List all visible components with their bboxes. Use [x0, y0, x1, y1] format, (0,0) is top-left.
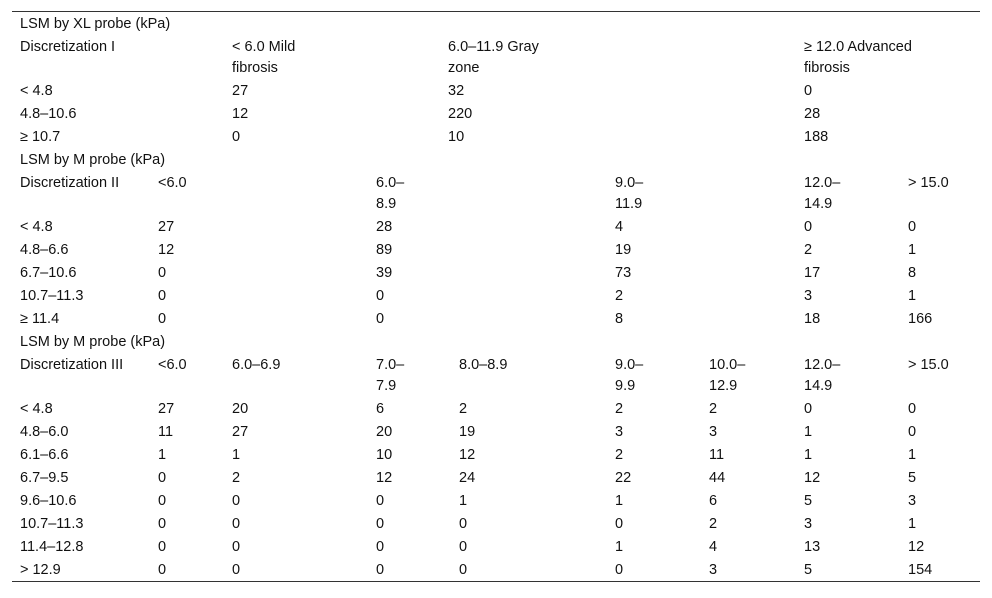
table-row [12, 443, 980, 466]
cell: 6 [709, 493, 718, 509]
table-row [12, 489, 980, 512]
cell: 10 [376, 447, 393, 463]
cell: 1 [908, 288, 917, 304]
table-row [12, 420, 980, 443]
cell: 0 [908, 424, 917, 440]
cell: 0 [908, 401, 917, 417]
cell: 3 [908, 493, 917, 509]
table-row [12, 284, 980, 307]
header-cell: 6.0–8.9 [376, 175, 405, 212]
cell: 0 [804, 401, 813, 417]
cell: 0 [376, 288, 385, 304]
cell: 1 [459, 493, 468, 509]
cell: 12 [158, 242, 175, 258]
cell: 0 [158, 516, 167, 532]
header-cell: < 6.0 Mild fibrosis [232, 39, 296, 76]
cell: 6 [376, 401, 385, 417]
cell: 8 [908, 265, 917, 281]
cell: 0 [615, 516, 624, 532]
cell: 20 [232, 401, 249, 417]
row-label: 6.7–10.6 [20, 265, 77, 281]
cell: 2 [615, 288, 624, 304]
cell: 32 [448, 83, 465, 99]
cell: 188 [804, 129, 829, 145]
cell: 0 [158, 288, 167, 304]
cell: 4 [615, 219, 624, 235]
header-cell: > 15.0 [908, 175, 949, 191]
cell: 0 [158, 265, 167, 281]
header-row [12, 171, 980, 215]
section-title-row [12, 330, 980, 353]
header-cell: <6.0 [158, 175, 187, 191]
cell: 1 [615, 493, 624, 509]
header-cell: 8.0–8.9 [459, 357, 508, 373]
cell: 28 [804, 106, 821, 122]
header-row [12, 353, 980, 397]
header-cell: 12.0–14.9 [804, 357, 841, 394]
cell: 0 [376, 311, 385, 327]
header-cell: 7.0–7.9 [376, 357, 405, 394]
table-row [12, 102, 980, 125]
cell: 0 [459, 562, 468, 578]
cell: 11 [158, 424, 174, 440]
table-row [12, 512, 980, 535]
row-label: > 12.9 [20, 562, 61, 578]
cell: 4 [709, 539, 718, 555]
section-title-row [12, 12, 980, 35]
cell: 3 [804, 516, 813, 532]
header-cell: 12.0–14.9 [804, 175, 841, 212]
cell: 0 [459, 539, 468, 555]
cell: 0 [158, 562, 167, 578]
header-cell: 10.0–12.9 [709, 357, 746, 394]
cell: 12 [459, 447, 476, 463]
cell: 5 [908, 470, 917, 486]
cell: 19 [459, 424, 476, 440]
cell: 3 [709, 424, 718, 440]
table-row [12, 261, 980, 284]
cell: 17 [804, 265, 821, 281]
header-cell: 6.0–6.9 [232, 357, 281, 373]
table-row [12, 307, 980, 330]
row-label: < 4.8 [20, 219, 53, 235]
row-label: 4.8–10.6 [20, 106, 77, 122]
cell: 24 [459, 470, 476, 486]
cell: 166 [908, 311, 933, 327]
cell: 0 [908, 219, 917, 235]
cell: 0 [232, 516, 241, 532]
row-label: 4.8–6.6 [20, 242, 69, 258]
cell: 0 [615, 562, 624, 578]
row-label: 11.4–12.8 [20, 539, 84, 555]
row-label: < 4.8 [20, 83, 53, 99]
cell: 0 [376, 562, 385, 578]
row-label: 6.1–6.6 [20, 447, 69, 463]
cell: 2 [804, 242, 813, 258]
cell: 0 [459, 516, 468, 532]
header-cell: 9.0–9.9 [615, 357, 644, 394]
section-title-row [12, 148, 980, 171]
section-title: LSM by XL probe (kPa) [20, 16, 171, 32]
cell: 12 [376, 470, 393, 486]
row-label: 9.6–10.6 [20, 493, 77, 509]
row-label: 6.7–9.5 [20, 470, 69, 486]
row-label: < 4.8 [20, 401, 53, 417]
cell: 1 [615, 539, 624, 555]
cell: 1 [908, 516, 917, 532]
cell: 3 [615, 424, 624, 440]
cell: 27 [232, 83, 249, 99]
cell: 20 [376, 424, 393, 440]
table-row [12, 397, 980, 420]
cell: 12 [804, 470, 821, 486]
cell: 27 [158, 219, 175, 235]
header-cell: Discretization II [20, 175, 120, 191]
table-row [12, 215, 980, 238]
cell: 2 [459, 401, 468, 417]
cell: 0 [376, 493, 385, 509]
table-row [12, 238, 980, 261]
cell: 2 [709, 516, 718, 532]
header-cell: 6.0–11.9 Gray zone [448, 39, 539, 76]
cell: 10 [448, 129, 465, 145]
cell: 0 [232, 129, 241, 145]
cell: 3 [804, 288, 813, 304]
cell: 73 [615, 265, 632, 281]
cell: 44 [709, 470, 726, 486]
cell: 0 [232, 539, 241, 555]
cell: 1 [232, 447, 241, 463]
cell: 154 [908, 562, 933, 578]
cell: 89 [376, 242, 393, 258]
header-cell: ≥ 12.0 Advanced fibrosis [804, 39, 912, 76]
table-row [12, 125, 980, 148]
cell: 1 [804, 424, 813, 440]
cell: 1 [804, 447, 813, 463]
cell: 28 [376, 219, 393, 235]
cell: 1 [158, 447, 167, 463]
cell: 3 [709, 562, 718, 578]
row-label: 10.7–11.3 [20, 288, 84, 304]
header-cell: Discretization III [20, 357, 124, 373]
header-cell: <6.0 [158, 357, 187, 373]
cell: 12 [908, 539, 925, 555]
cell: 12 [232, 106, 249, 122]
table-row [12, 466, 980, 489]
cell: 11 [709, 447, 725, 463]
cell: 2 [232, 470, 241, 486]
cell: 2 [615, 401, 624, 417]
cell: 0 [376, 516, 385, 532]
contingency-table [12, 11, 980, 582]
header-row [12, 35, 980, 79]
cell: 19 [615, 242, 632, 258]
cell: 5 [804, 562, 813, 578]
header-cell: > 15.0 [908, 357, 949, 373]
section-title: LSM by M probe (kPa) [20, 152, 166, 168]
cell: 27 [232, 424, 249, 440]
cell: 13 [804, 539, 821, 555]
table-row [12, 558, 980, 581]
cell: 8 [615, 311, 624, 327]
section-title: LSM by M probe (kPa) [20, 334, 166, 350]
cell: 0 [158, 311, 167, 327]
cell: 220 [448, 106, 473, 122]
header-cell: Discretization I [20, 39, 116, 55]
row-label: ≥ 11.4 [20, 311, 60, 327]
row-label: 4.8–6.0 [20, 424, 69, 440]
cell: 39 [376, 265, 393, 281]
cell: 2 [615, 447, 624, 463]
cell: 1 [908, 242, 917, 258]
row-label: 10.7–11.3 [20, 516, 84, 532]
table-row [12, 535, 980, 558]
cell: 18 [804, 311, 821, 327]
cell: 0 [804, 219, 813, 235]
cell: 0 [158, 493, 167, 509]
cell: 27 [158, 401, 175, 417]
cell: 2 [709, 401, 718, 417]
cell: 0 [804, 83, 813, 99]
cell: 5 [804, 493, 813, 509]
header-cell: 9.0–11.9 [615, 175, 644, 212]
cell: 0 [376, 539, 385, 555]
cell: 0 [232, 562, 241, 578]
cell: 22 [615, 470, 632, 486]
cell: 1 [908, 447, 917, 463]
row-label: ≥ 10.7 [20, 129, 61, 145]
cell: 0 [158, 539, 167, 555]
cell: 0 [232, 493, 241, 509]
cell: 0 [158, 470, 167, 486]
table-row [12, 79, 980, 102]
